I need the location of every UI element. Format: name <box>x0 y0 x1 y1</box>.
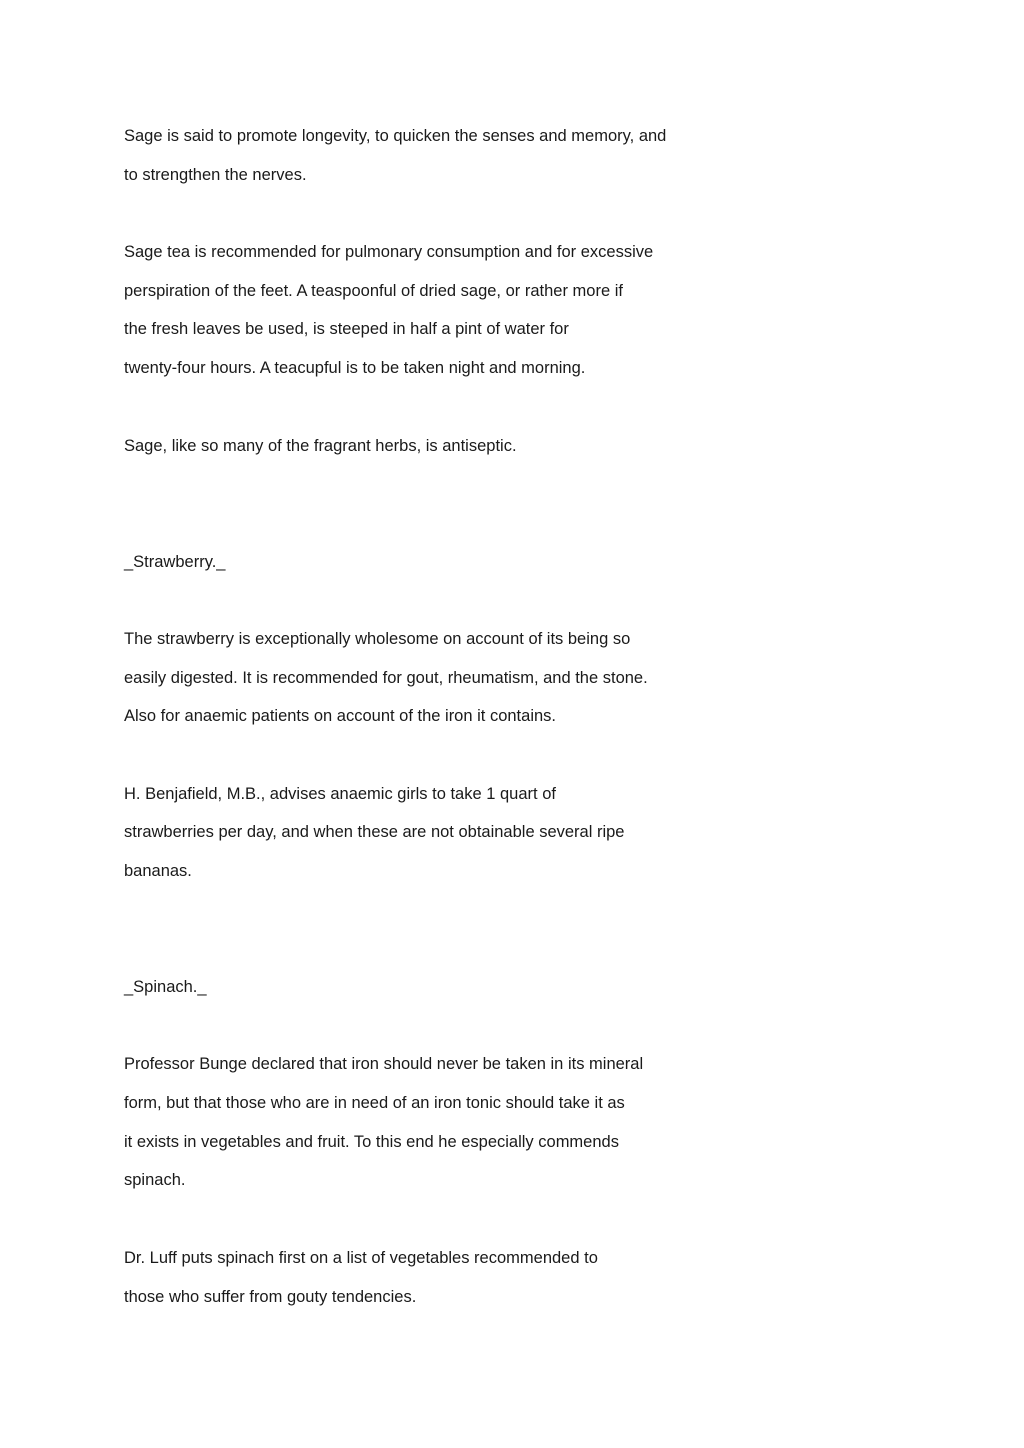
text-line: form, but that those who are in need of an iron tonic should take it as <box>124 1094 625 1112</box>
text-line: H. Benjafield, M.B., advises anaemic girls to take 1 quart of <box>124 785 556 803</box>
text-line: The strawberry is exceptionally wholesome on account of its being so <box>124 630 631 648</box>
text-line: it exists in vegetables and fruit. To this end he especially commends <box>124 1133 619 1151</box>
text-line: perspiration of the feet. A teaspoonful of dried sage, or rather more if <box>124 282 623 300</box>
text-line: Sage, like so many of the fragrant herbs, is antiseptic. <box>124 437 517 455</box>
text-line: the fresh leaves be used, is steeped in half a pint of water for <box>124 320 569 338</box>
text-line: Dr. Luff puts spinach first on a list of vegetables recommended to <box>124 1249 598 1267</box>
text-line: twenty-four hours. A teacupful is to be taken night and morning. <box>124 359 586 377</box>
text-line: to strengthen the nerves. <box>124 166 307 184</box>
text-line: Sage is said to promote longevity, to quicken the senses and memory, and <box>124 127 667 145</box>
text-line: Also for anaemic patients on account of the iron it contains. <box>124 707 556 725</box>
text-line: bananas. <box>124 862 192 880</box>
text-line: spinach. <box>124 1171 186 1189</box>
text-line: easily digested. It is recommended for gout, rheumatism, and the stone. <box>124 669 648 687</box>
section-heading-strawberry: _Strawberry._ <box>124 553 226 571</box>
text-line: those who suffer from gouty tendencies. <box>124 1288 417 1306</box>
text-line: Professor Bunge declared that iron should never be taken in its mineral <box>124 1055 644 1073</box>
text-line: Sage tea is recommended for pulmonary consumption and for excessive <box>124 243 654 261</box>
section-heading-spinach: _Spinach._ <box>124 978 207 996</box>
text-line: strawberries per day, and when these are not obtainable several ripe <box>124 823 625 841</box>
